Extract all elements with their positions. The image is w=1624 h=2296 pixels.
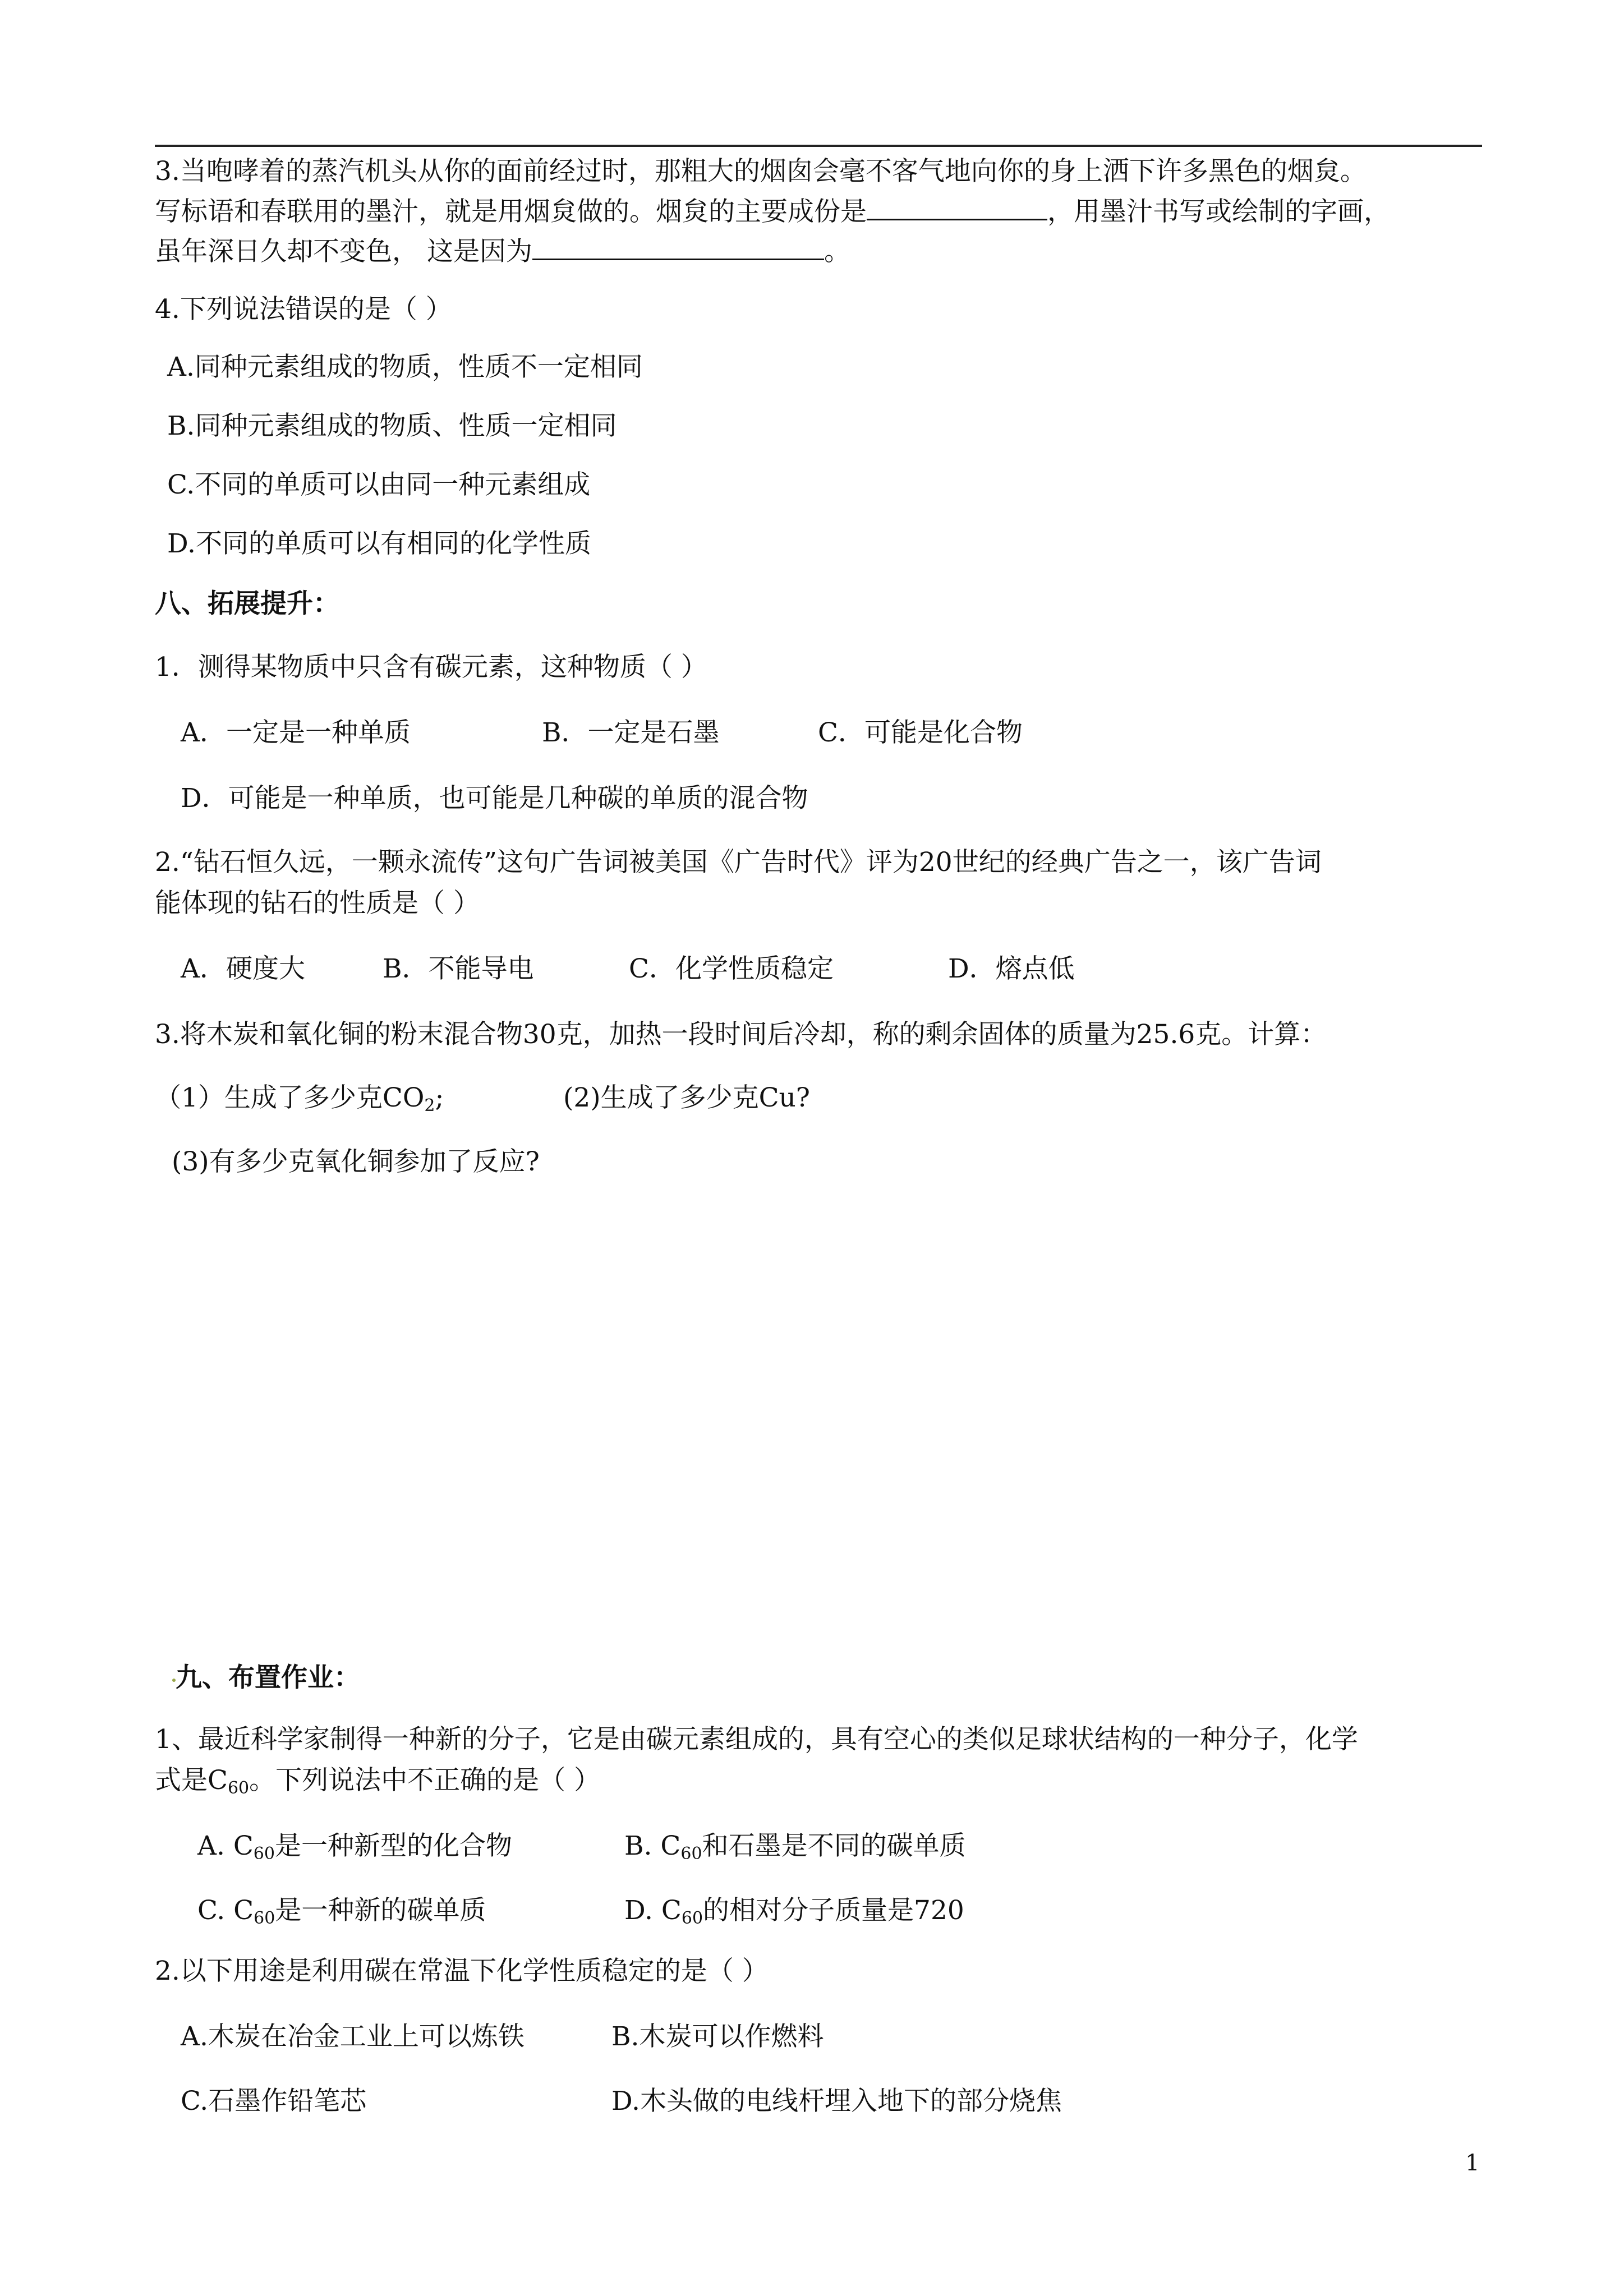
s9-q1-line-2: 式是$C_{60}$。下列说法中不正确的是（ ） [155, 1765, 601, 1798]
q3-line-2: 写标语和春联用的墨汁，就是用烟炱做的。烟炱的主要成份是 ，用墨汁书写或绘制的字画， [155, 194, 1390, 229]
s9-q2-option-c: C.石墨作铅笔芯 [181, 2086, 367, 2117]
s9-q1-option-c: C. $C_{60}$是一种新的碳单质 [197, 1895, 486, 1928]
s8-q3-part-2: (2)生成了多少克Cu? [563, 1082, 811, 1113]
s8-q2-line-1: 2.“钻石恒久远，一颗永流传”这句广告词被美国《广告时代》评为20世纪的经典广告之一，该广告词 [155, 847, 1322, 878]
s8-q1-option-c: C．可能是化合物 [818, 717, 1023, 748]
answer-blank-2[interactable] [532, 234, 824, 260]
q4-option-a: A.同种元素组成的物质，性质不一定相同 [167, 352, 643, 382]
s8-q2-option-c: C．化学性质稳定 [629, 953, 834, 984]
q4-option-b: B.同种元素组成的物质、性质一定相同 [167, 411, 617, 441]
s9-q1-option-a: A. $C_{60}$是一种新型的化合物 [197, 1831, 512, 1864]
s9-q1-option-d: D. $C_{60}$的相对分子质量是720 [624, 1895, 964, 1928]
q3-line-3: 虽年深日久却不变色， 这是因为 。 [155, 234, 850, 269]
answer-blank-1[interactable] [867, 194, 1047, 220]
s8-q3-part-3: (3)有多少克氧化铜参加了反应? [172, 1146, 540, 1177]
s8-q1-option-a: A．一定是一种单质 [181, 717, 411, 748]
q4-stem: 4.下列说法错误的是（ ） [155, 294, 452, 325]
section-9-title: 九、布置作业： [176, 1662, 360, 1693]
s8-q2-line-2: 能体现的钻石的性质是（ ） [155, 888, 480, 919]
s8-q2-option-a: A．硬度大 [181, 953, 305, 984]
s8-q2-option-d: D．熔点低 [948, 953, 1075, 984]
s9-q1-line-1: 1、最近科学家制得一种新的分子，它是由碳元素组成的，具有空心的类似足球状结构的一种分子，化学 [155, 1724, 1358, 1755]
s8-q1-stem: 1．测得某物质中只含有碳元素，这种物质（ ） [155, 652, 707, 683]
s8-q1-option-b: B．一定是石墨 [542, 717, 720, 748]
s9-q2-stem: 2.以下用途是利用碳在常温下化学性质稳定的是（ ） [155, 1956, 769, 1986]
section-8-title: 八、拓展提升： [155, 588, 339, 619]
header-rule [155, 145, 1482, 147]
s9-q2-option-d: D.木头做的电线杆埋入地下的部分烧焦 [611, 2086, 1062, 2117]
s8-q2-option-b: B．不能导电 [383, 953, 534, 984]
s9-q2-option-a: A.木炭在冶金工业上可以炼铁 [181, 2021, 525, 2052]
s9-q1-option-b: B. $C_{60}$和石墨是不同的碳单质 [624, 1831, 966, 1864]
q3-line-1: 3.当咆哮着的蒸汽机头从你的面前经过时，那粗大的烟囱会毫不客气地向你的身上洒下许多黑色的烟炱。 [155, 156, 1367, 187]
q4-option-d: D.不同的单质可以有相同的化学性质 [167, 528, 591, 559]
s9-q2-option-b: B.木炭可以作燃料 [611, 2021, 824, 2052]
s8-q1-option-d: D．可能是一种单质，也可能是几种碳的单质的混合物 [181, 783, 808, 814]
page-number: 1 [1465, 2150, 1480, 2176]
q4-option-c: C.不同的单质可以由同一种元素组成 [167, 469, 591, 500]
s8-q3-stem: 3.将木炭和氧化铜的粉末混合物30克，加热一段时间后冷却，称的剩余固体的质量为25.6克。计算： [155, 1019, 1327, 1050]
s8-q3-part-1: （1）生成了多少克$CO_2$; [155, 1082, 444, 1115]
